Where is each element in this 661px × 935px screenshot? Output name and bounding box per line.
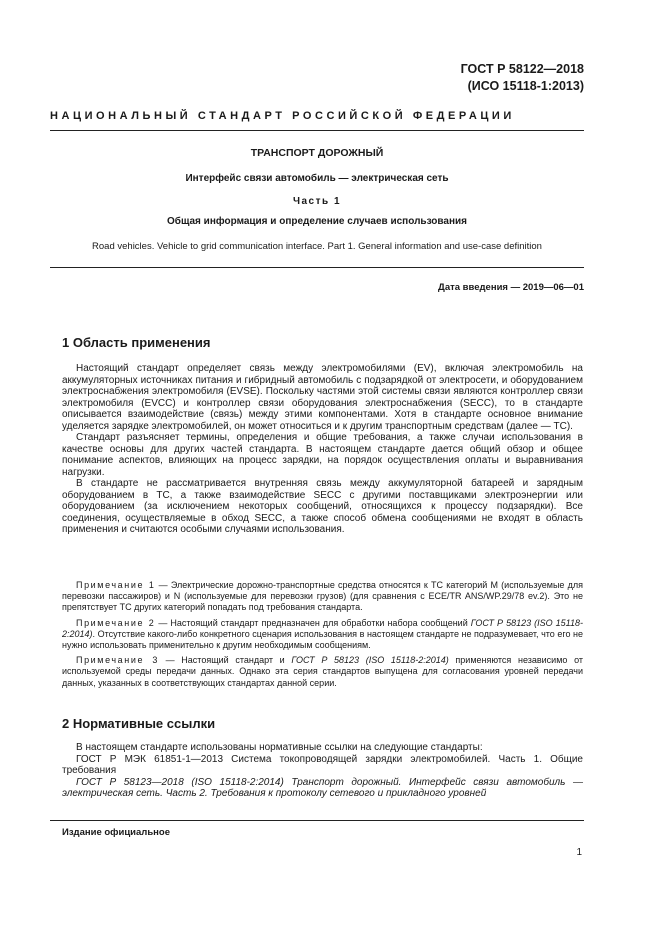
note-1-text: — Электрические дорожно-транспортные средства относятся к ТС категорий M (используемые для перевозки пассажиров) и N (используемые для перевозки грузов) (для сравнения с ECE/TR ANS/WP.29/78 ev.2). Это не препятствует ТС других категорий попадать под требования стандарта. bbox=[62, 580, 583, 613]
notes-block bbox=[62, 580, 583, 689]
section-1-body bbox=[62, 363, 583, 536]
note-2-label: Примечание 2 bbox=[76, 617, 156, 628]
national-standard-heading: НАЦИОНАЛЬНЫЙ СТАНДАРТ РОССИЙСКОЙ ФЕДЕРАЦИИ bbox=[50, 110, 515, 122]
note-3 bbox=[62, 655, 583, 689]
note-2-text-b: . Отсутствие какого-либо конкретного сценария использования в настоящем стандарте не подразумевает, что его не нужно использовать применительно к другим необходимым сообщениям. bbox=[62, 628, 583, 651]
section-1-paragraph-3: В стандарте не рассматривается внутренняя связь между аккумуляторной батареей и зарядным оборудованием в ТС, а также взаимодействие SECC с другими поставщиками электроэнергии или оборудованием (за исключением некоторых сообщений, относящихся к процессу подзарядки). Все соединения, осуществляемые в обход SECC, а также способ обмена сообщениями не входят в область применения и считаются особыми случаями использования. bbox=[62, 478, 583, 535]
section-1-heading: 1 Область применения bbox=[62, 335, 211, 350]
official-edition-label: Издание официальное bbox=[62, 827, 170, 838]
section-1-heading-wrap bbox=[62, 335, 211, 350]
section-1-paragraph-2: Стандарт разъясняет термины, определения и общие требования, а также случаи использования в качестве основы для других частей стандарта. В настоящем стандарте дается общий обзор и общее понимание аспектов, влияющих на процесс зарядки, на порядок осуществления оплаты и выравнивания нагрузки. bbox=[62, 432, 583, 478]
title-english: Road vehicles. Vehicle to grid communication interface. Part 1. General information and use-case definition bbox=[92, 241, 542, 252]
note-3-label: Примечание 3 bbox=[76, 655, 159, 666]
title-part: Часть 1 bbox=[292, 196, 342, 207]
introduction-date: Дата введения — 2019—06—01 bbox=[438, 282, 584, 293]
section-2-heading: 2 Нормативные ссылки bbox=[62, 716, 216, 731]
header-rule bbox=[50, 130, 584, 131]
title-subtitle: Интерфейс связи автомобиль — электрическая сеть bbox=[185, 173, 449, 184]
title-part-name: Общая информация и определение случаев использования bbox=[166, 216, 467, 227]
standard-code-block bbox=[461, 61, 584, 95]
note-2-reference: ГОСТ Р 58123 (ISO 15118-2:2014) bbox=[62, 617, 583, 639]
section-2-reference-1: ГОСТ Р МЭК 61851-1—2013 Система токопроводящей зарядки электромобилей. Часть 1. Общие требования bbox=[62, 753, 583, 776]
note-2 bbox=[62, 618, 583, 652]
note-3-text-a: — Настоящий стандарт и bbox=[158, 655, 292, 666]
section-2-heading-wrap bbox=[62, 716, 215, 731]
footer-rule bbox=[50, 820, 584, 821]
gost-code: ГОСТ Р 58122—2018 bbox=[460, 62, 584, 76]
note-3-text-b: применяются независимо от используемой среды передачи данных. Однако эта серия стандартов выпущена для согласования уровней передачи данных, указанных в соответствующих стандартах данной серии. bbox=[62, 655, 583, 688]
title-main: ТРАНСПОРТ ДОРОЖНЫЙ bbox=[250, 147, 384, 159]
section-2-reference-2: ГОСТ Р 58123—2018 (ISO 15118-2:2014) Транспорт дорожный. Интерфейс связи автомобиль — электрическая сеть. Часть 2. Требования к протоколу сетевого и прикладного уровней bbox=[62, 776, 583, 799]
title-rule bbox=[50, 267, 584, 268]
iso-code: (ИСО 15118-1:2013) bbox=[467, 79, 584, 93]
note-3-reference: ГОСТ Р 58123 (ISO 15118-2:2014) bbox=[291, 655, 449, 666]
note-2-text-a: — Настоящий стандарт предназначен для обработки набора сообщений bbox=[155, 617, 471, 628]
section-2-body bbox=[62, 742, 583, 800]
section-1-paragraph-1: Настоящий стандарт определяет связь между электромобилями (EV), включая электромобиль на аккумуляторных источниках питания и гибридный автомобиль с подзарядкой от электросети, и оборудованием электроснабжения электромобиля (EVSE). Поскольку частями этой системы связи являются контроллер связи электромобиля (EVCC) и контроллер связи оборудования электроснабжения (SECC), то в стандарте описывается взаимодействие (связь) между этими компонентами. Хотя в стандарте основное внимание уделяется зарядке электромобилей, он может относиться и к другим транспортным средствам (далее — ТС). bbox=[62, 363, 583, 432]
note-1 bbox=[62, 580, 583, 614]
note-1-label: Примечание 1 bbox=[76, 580, 156, 590]
section-2-paragraph-1: В настоящем стандарте использованы нормативные ссылки на следующие стандарты: bbox=[76, 742, 483, 753]
page-number: 1 bbox=[576, 847, 582, 858]
